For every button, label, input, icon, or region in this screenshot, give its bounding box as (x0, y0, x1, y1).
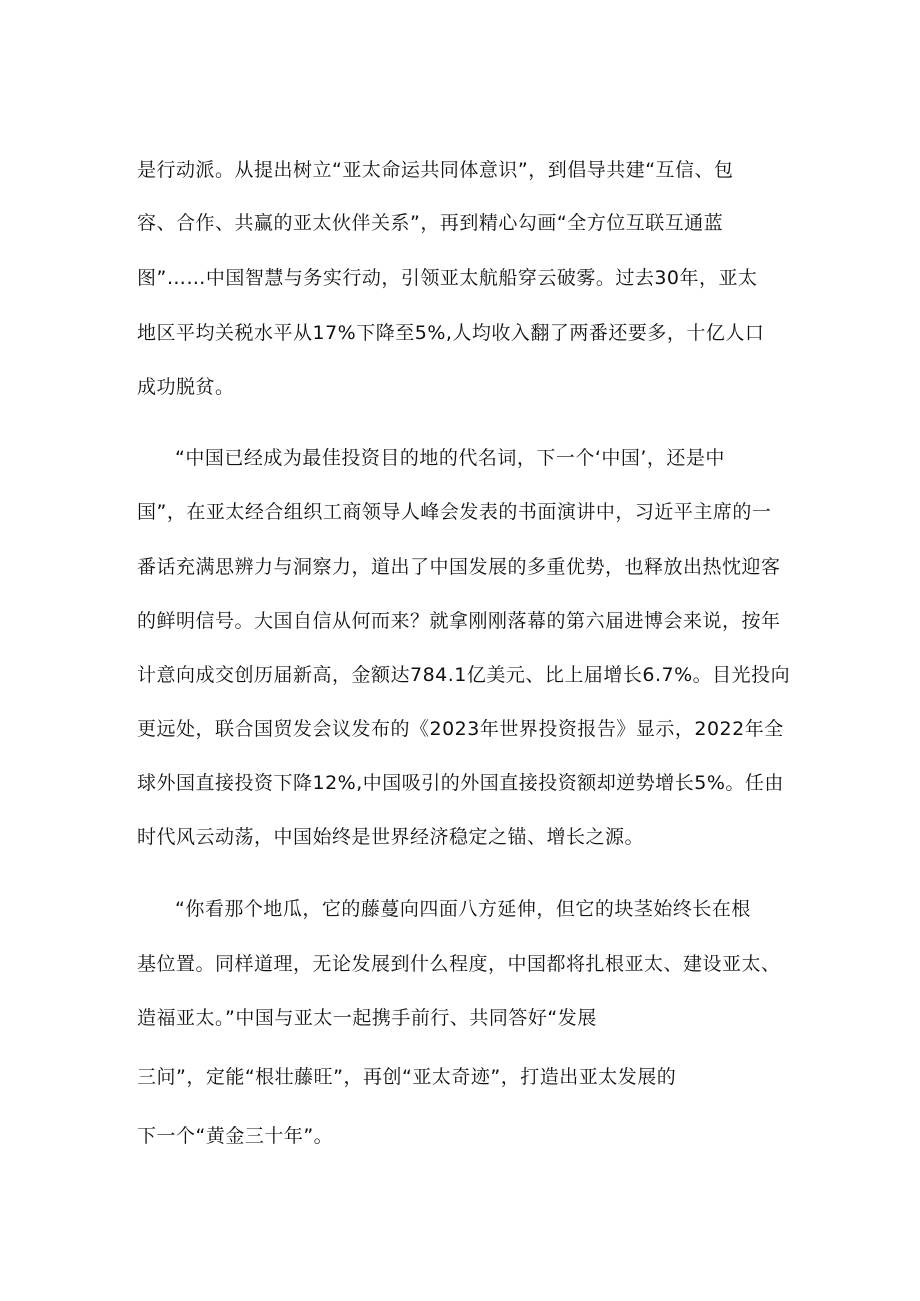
paragraph-1-line-3: 图”……中国智慧与务实行动，引领亚太航船穿云破雾。过去30年，亚太 (137, 267, 758, 289)
paragraph-2-line-8: 时代风云动荡，中国始终是世界经济稳定之锚、增长之源。 (137, 826, 645, 848)
paragraph-2-line-5: 计意向成交创历届新高，金额达784.1亿美元、比上届增长6.7%。目光投向 (137, 664, 791, 686)
paragraph-3-line-5: 下一个“黄金三十年”。 (137, 1125, 334, 1147)
paragraph-3-line-1: “你看那个地瓜，它的藤蔓向四面八方延伸，但它的块茎始终长在根 (175, 898, 751, 920)
paragraph-3-line-3: 造福亚太。”中国与亚太一起携手前行、共同答好“发展 (137, 1007, 597, 1029)
paragraph-2-line-2: 国”，在亚太经合组织工商领导人峰会发表的书面演讲中，习近平主席的一 (137, 501, 772, 523)
paragraph-2-line-3: 番话充满思辨力与洞察力，道出了中国发展的多重优势，也释放出热忱迎客 (137, 556, 781, 578)
paragraph-2-line-6: 更远处，联合国贸发会议发布的《2023年世界投资报告》显示，2022年全 (137, 718, 784, 740)
paragraph-1-line-2: 容、合作、共赢的亚太伙伴关系”，再到精心勾画“全方位互联互通蓝 (137, 212, 724, 234)
paragraph-1-line-4: 地区平均关税水平从17%下降至5%,人均收入翻了两番还要多，十亿人口 (137, 322, 765, 344)
paragraph-2-line-1: “中国已经成为最佳投资目的地的代名词，下一个‘中国’，还是中 (175, 447, 725, 469)
paragraph-2-line-4: 的鲜明信号。大国自信从何而来？就拿刚刚落幕的第六届进博会来说，按年 (137, 610, 781, 632)
paragraph-2-line-7: 球外国直接投资下降12%,中国吸引的外国直接投资额却逆势增长5%。任由 (137, 772, 784, 794)
paragraph-1-line-1: 是行动派。从提出树立“亚太命运共同体意识”，到倡导共建“互信、包 (137, 159, 734, 181)
paragraph-3-line-2: 基位置。同样道理，无论发展到什么程度，中国都将扎根亚太、建设亚太、 (137, 953, 781, 975)
paragraph-1-line-5: 成功脱贫。 (137, 376, 235, 398)
paragraph-3-line-4: 三问”，定能“根壮藤旺”，再创“亚太奇迹”，打造出亚太发展的 (137, 1066, 677, 1088)
